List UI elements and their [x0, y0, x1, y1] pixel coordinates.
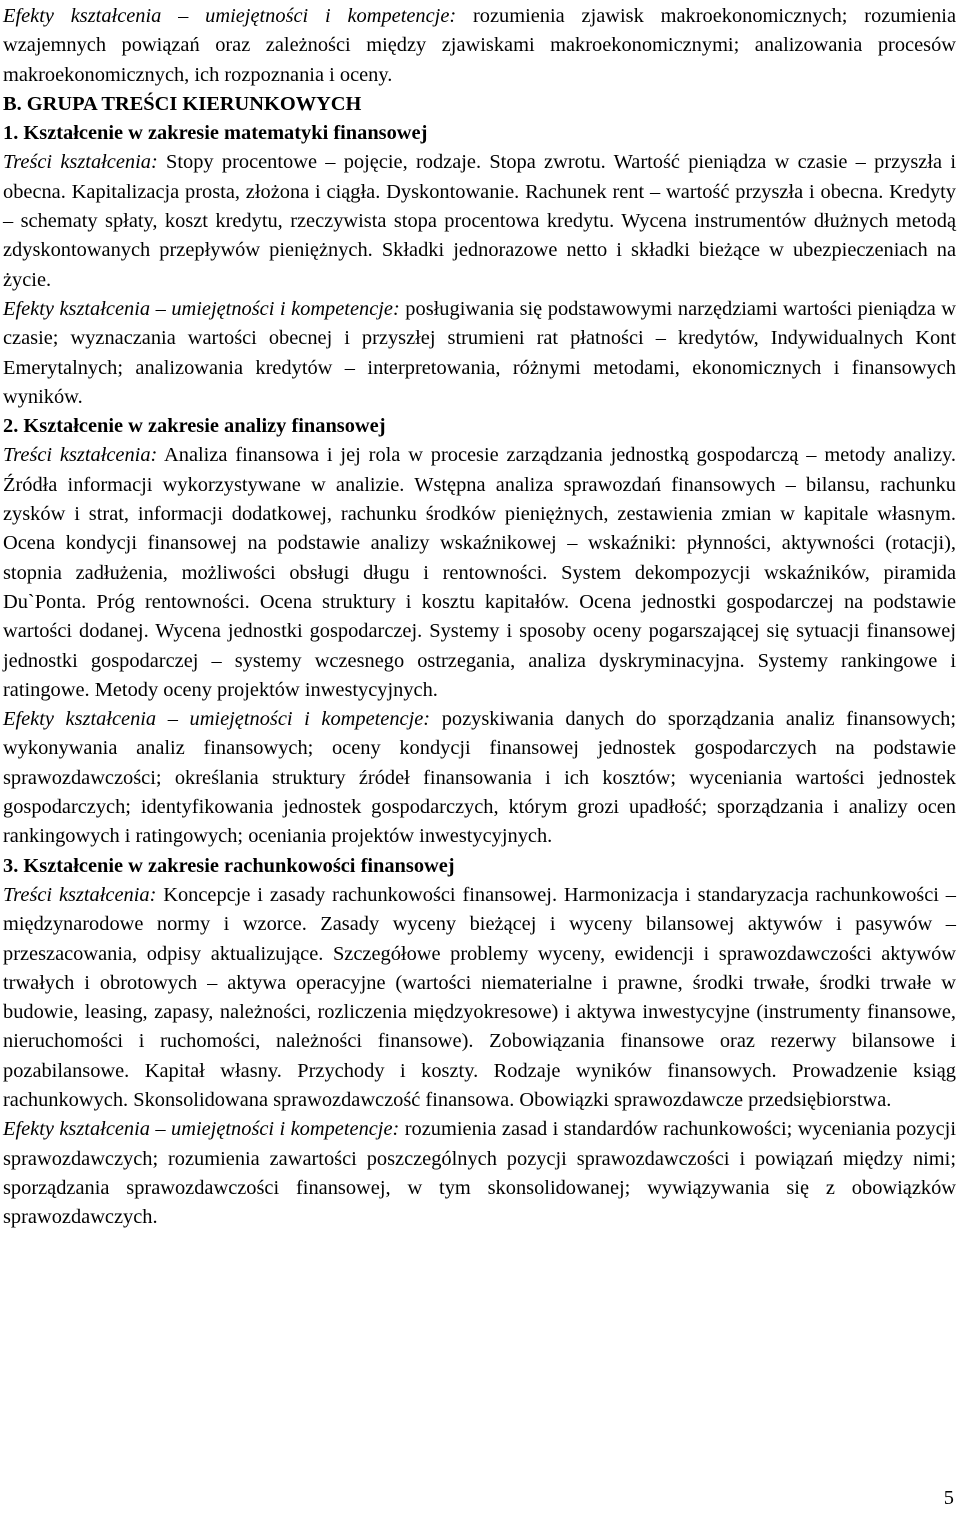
section-2-content-text: Analiza finansowa i jej rola w procesie zarządzania jednostką gospodarczą – metody analizy. Źródła informacji wykorzystywane w analizie. Wstępna analiza sprawozdań finansowych – bilansu, rachunku zysków i strat, informacji dodatkowej, rachunku środków pieniężnych, zestawienia zmian w kapitale własnym. Ocena kondycji finansowej na podstawie analizy wskaźnikowej – wskaźniki: płynności, aktywności (rotacji), stopnia zadłużenia, możliwości obsługi długu i rentowności. System dekompozycji wskaźników, piramida Du`Ponta. Próg rentowności. Ocena struktury i kosztu kapitałów. Ocena jednostki gospodarczej na podstawie wartości dodanej. Wycena jednostki gospodarczej. Systemy i sposoby oceny pogarszającej się sytuacji finansowej jednostki gospodarczej – systemy wczesnego ostrzegania, analiza dyskryminacyjna. Systemy rankingowe i ratingowe. Metody oceny projektów inwestycyjnych. — [3, 444, 956, 701]
section-3-title: Kształcenie w zakresie rachunkowości finansowej — [23, 854, 455, 877]
section-3-content — [3, 881, 956, 1115]
intro-paragraph — [3, 2, 956, 90]
section-1-number: 1. — [3, 122, 19, 145]
section-2-effects-text: pozyskiwania danych do sporządzania analiz finansowych; wykonywania analiz finansowych; oceny kondycji finansowej jednostek gospodarczych na podstawie sprawozdawczości; określania struktury źródeł finansowania i ich kosztów; wyceniania wartości jednostek gospodarczych; identyfikowania jednostek gospodarczych, którym grozi upadłość; sporządzania i analizy ocen rankingowych i ratingowych; oceniania projektów inwestycyjnych. — [3, 708, 957, 848]
section-2-number: 2. — [3, 415, 19, 438]
section-1-heading — [3, 119, 956, 148]
section-3-number: 3. — [3, 854, 19, 877]
section-3-content-text: Koncepcje i zasady rachunkowości finansowej. Harmonizacja i standaryzacja rachunkowości – międzynarodowe normy i wzorce. Zasady wyceny bieżącej i wyceny bilansowej aktywów i pasywów – przeszacowania, odpisy aktualizujące. Szczegółowe problemy wyceny, ewidencji i sprawozdawczości aktywów trwałych i obrotowych – aktywa operacyjne (wartości niematerialne i prawne, środki trwałe, środki trwałe w budowie, leasing, zapasy, należności, rozliczenia międzyokresowe) i aktywa inwestycyjne (instrumenty finansowe, nieruchomości i ruchomości, należności finansowe). Zobowiązania finansowe oraz rezerwy bilansowe i pozabilansowe. Kapitał własny. Przychody i koszty. Rodzaje wyników finansowych. Prowadzenie ksiąg rachunkowych. Skonsolidowana sprawozdawczość finansowa. Obowiązki sprawozdawcze przedsiębiorstwa. — [3, 883, 956, 1111]
section-3-effects-label: Efekty kształcenia – umiejętności i kompetencje: — [3, 1118, 400, 1141]
section-2-effects — [3, 705, 956, 851]
section-2-title: Kształcenie w zakresie analizy finansowej — [23, 415, 386, 438]
section-3-content-label: Treści kształcenia: — [3, 883, 157, 906]
section-2-content — [3, 441, 956, 705]
section-1-content-label: Treści kształcenia: — [3, 151, 158, 174]
section-1-title: Kształcenie w zakresie matematyki finansowej — [23, 122, 428, 145]
section-1-effects — [3, 295, 956, 412]
section-2-content-label: Treści kształcenia: — [3, 444, 158, 467]
section-1-content — [3, 148, 956, 294]
page-number: 5 — [943, 1487, 954, 1509]
section-1-content-text: Stopy procentowe – pojęcie, rodzaje. Stopa zwrotu. Wartość pieniądza w czasie – przyszła i obecna. Kapitalizacja prosta, złożona i ciągła. Dyskontowanie. Rachunek rent – wartość przyszła i obecna. Kredyty – schematy spłaty, koszt kredytu, rzeczywista stopa procentowa kredytu. Wycena instrumentów dłużnych metodą zdyskontowanych przepływów pieniężnych. Składki jednorazowe netto i składki bieżące w ubezpieczeniach na życie. — [3, 151, 956, 291]
section-2-effects-label: Efekty kształcenia – umiejętności i kompetencje: — [3, 708, 431, 731]
section-2-heading — [3, 412, 956, 441]
section-3-effects-text: rozumienia zasad i standardów rachunkowości; wyceniania pozycji sprawozdawczych; rozumienia zawartości poszczególnych pozycji sprawozdawczości i powiązań między nimi; sporządzania sprawozdawczości finansowej, w tym skonsolidowanej; wywiązywania się z obowiązków sprawozdawczych. — [3, 1118, 956, 1229]
section-3-heading — [3, 852, 956, 881]
section-1-effects-text: posługiwania się podstawowymi narzędziami wartości pieniądza w czasie; wyznaczania wartości obecnej i przyszłej strumieni rat płatności – kredytów, Indywidualnych Kont Emerytalnych; analizowania kredytów – interpretowania, różnymi metodami, ekonomicznych i finansowych wyników. — [3, 297, 956, 408]
section-1-effects-label: Efekty kształcenia – umiejętności i kompetencje: — [3, 297, 400, 320]
group-heading: B. GRUPA TREŚCI KIERUNKOWYCH — [3, 92, 362, 115]
section-3-effects — [3, 1115, 956, 1232]
document-page — [3, 2, 956, 1232]
intro-effects-label: Efekty kształcenia – umiejętności i kompetencje: — [3, 5, 457, 27]
intro-effects-text: rozumienia zjawisk makroekonomicznych; rozumienia wzajemnych powiązań oraz zależności między zjawiskami makroekonomicznymi; analizowania procesów makroekonomicznych, ich rozpoznania i oceny. — [3, 5, 956, 86]
